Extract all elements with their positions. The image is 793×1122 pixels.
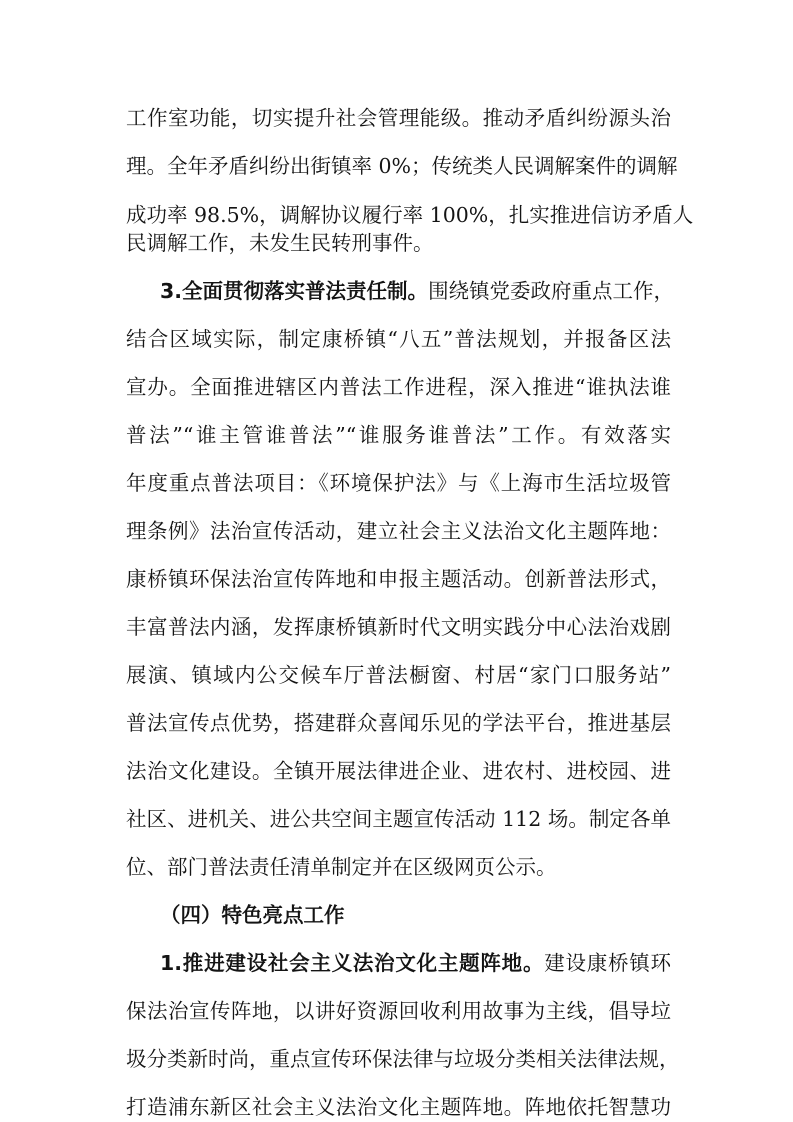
paragraph-line: 康桥镇环保法治宣传阵地和申报主题活动。创新普法形式， xyxy=(126,567,671,591)
section-title: （四）特色亮点工作 xyxy=(160,903,345,927)
paragraph-line: 理。全年矛盾纠纷出街镇率 0%；传统类人民调解案件的调解 xyxy=(126,154,678,178)
paragraph-line: 结合区域实际，制定康桥镇“八五”普法规划，并报备区法 xyxy=(126,327,671,351)
paragraph-line: 社区、进机关、进公共空间主题宣传活动 112 场。制定各单 xyxy=(126,807,671,831)
paragraph-line: 保法治宣传阵地，以讲好资源回收利用故事为主线，倡导垃 xyxy=(126,999,671,1023)
paragraph-line: 民调解工作，未发生民转刑事件。 xyxy=(126,231,434,255)
item-1-first-line xyxy=(160,951,671,975)
paragraph-line: 圾分类新时尚，重点宣传环保法律与垃圾分类相关法律法规， xyxy=(126,1047,680,1071)
paragraph-line: 展演、镇域内公交候车厅普法橱窗、村居“家门口服务站” xyxy=(126,663,671,687)
paragraph-line: 理条例》法治宣传活动，建立社会主义法治文化主题阵地： xyxy=(126,519,671,543)
item-3-first-line xyxy=(160,279,675,303)
paragraph-line: 位、部门普法责任清单制定并在区级网页公示。 xyxy=(126,855,557,879)
paragraph-line: 成功率 98.5%，调解协议履行率 100%，扎实推进信访矛盾人 xyxy=(126,203,694,227)
item-3-heading: 3.全面贯彻落实普法责任制。 xyxy=(160,279,429,303)
item-1-first-line-text: 建设康桥镇环 xyxy=(544,951,671,975)
paragraph-line: 法治文化建设。全镇开展法律进企业、进农村、进校园、进 xyxy=(126,759,671,783)
paragraph-line: 普法”“谁主管谁普法”“谁服务谁普法”工作。有效落实 xyxy=(126,423,671,447)
item-3-first-line-text: 围绕镇党委政府重点工作， xyxy=(428,279,675,303)
paragraph-line: 丰富普法内涵，发挥康桥镇新时代文明实践分中心法治戏剧 xyxy=(126,615,671,639)
paragraph-line: 年度重点普法项目：《环境保护法》与《上海市生活垃圾管 xyxy=(126,471,671,495)
paragraph-line: 宣办。全面推进辖区内普法工作进程，深入推进“谁执法谁 xyxy=(126,375,671,399)
paragraph-line: 普法宣传点优势，搭建群众喜闻乐见的学法平台，推进基层 xyxy=(126,711,671,735)
paragraph-line: 工作室功能，切实提升社会管理能级。推动矛盾纠纷源头治 xyxy=(126,106,671,130)
paragraph-line: 打造浦东新区社会主义法治文化主题阵地。阵地依托智慧功 xyxy=(126,1095,671,1119)
item-1-heading: 1.推进建设社会主义法治文化主题阵地。 xyxy=(160,951,545,975)
